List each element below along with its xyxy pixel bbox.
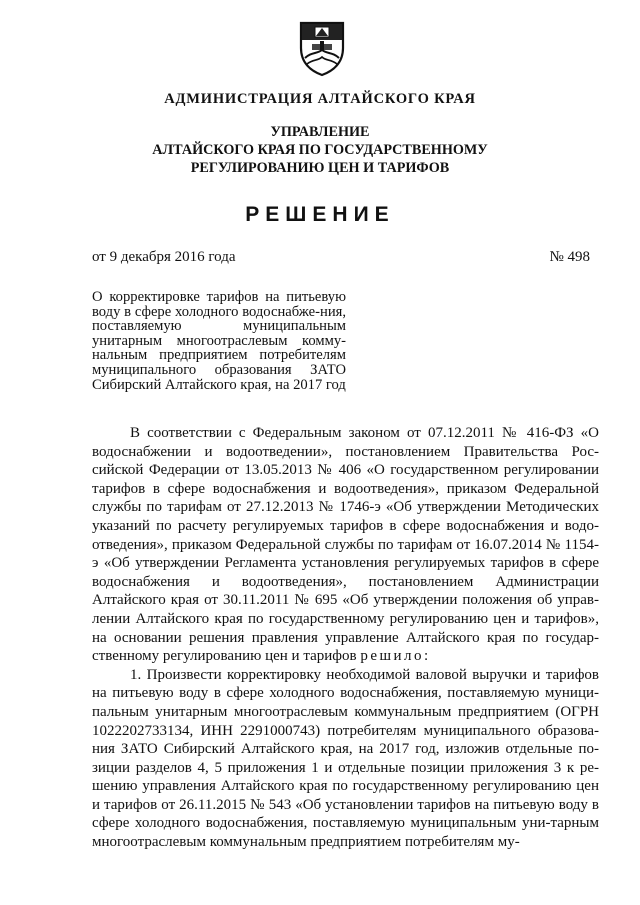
resolved-colon: : [424, 648, 429, 665]
document-body [92, 424, 599, 852]
document-number: № 498 [549, 249, 590, 265]
document-title: РЕШЕНИЕ [245, 203, 395, 226]
document-date: от 9 декабря 2016 года [92, 249, 236, 265]
preamble-text: В соответствии с Федеральным законом от 07.12.2011 № 416-ФЗ «О водоснабжении и водоотведении», постановлением Правительства Рос-сийской Федерации от 13.05.2013 № 406 «О государственном регулировании тарифов в сфере водоснабжения и водоотведения», приказом Федеральной службы по тарифам от 27.12.2013 № 1746-э «Об утверждении Методических указаний по расчету регулируемых тарифов в сфере водоснабжения и водо-отведения», приказом Федеральной службы по тарифам от 16.07.2014 № 1154-э «Об утверждении Регламента установления регулируемых тарифов в сфере водоснабжения и водоотведения», постановлением Администрации Алтайского края от 30.11.2011 № 695 «Об утверждении положения об управ-лении Алтайского края по государственному регулированию цен и тарифов», на основании решения правления управление Алтайского края по государ-ственному регулированию цен и тарифов [92, 425, 599, 665]
department-line: УПРАВЛЕНИЕ [270, 124, 370, 140]
resolved-word: решило [360, 648, 425, 665]
department-line: РЕГУЛИРОВАНИЮ ЦЕН И ТАРИФОВ [190, 160, 450, 176]
item-1-paragraph: 1. Произвести корректировку необходимой валовой выручки и тарифов на питьевую воду в сфере холодного водоснабжения, поставляемую муници-пальным унитарным многоотраслевым коммунальным предприятием (ОГРН 1022202733134, ИНН 2291000743) потребителям муниципального образова-ния ЗАТО Сибирский Алтайского края, на 2017 год, изложив отдельные по-зиции разделов 4, 5 приложения 1 и отдельные позиции приложения 3 к ре-шению управления Алтайского края по государственному регулированию цен и тарифов от 26.11.2015 № 543 «Об установлении тарифов на питьевую воду в сфере холодного водоснабжения, поставляемую муниципальным уни-тарным многоотраслевым коммунальным предприятием потребителям му- [92, 666, 599, 851]
department-line: АЛТАЙСКОГО КРАЯ ПО ГОСУДАРСТВЕННОМУ [152, 142, 488, 158]
coat-of-arms-icon [293, 18, 351, 78]
department-name [150, 123, 490, 177]
document-subject: О корректировке тарифов на питьевую воду в сфере холодного водоснабже-ния, поставляемую муниципальным унитарным многоотраслевым комму-нальным предприятием потребителям муниципального образования ЗАТО Сибирский Алтайского края, на 2017 год [92, 289, 346, 393]
organization-name: АДМИНИСТРАЦИЯ АЛТАЙСКОГО КРАЯ [164, 91, 476, 107]
preamble-paragraph [92, 424, 599, 666]
